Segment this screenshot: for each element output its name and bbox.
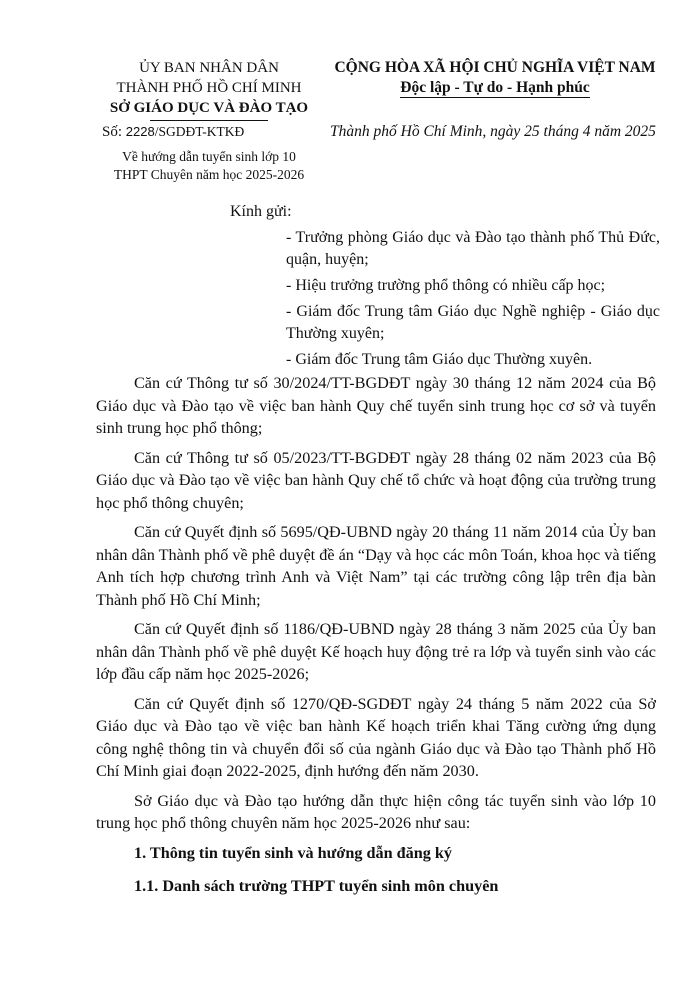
national-motto: Độc lập - Tự do - Hạnh phúc (400, 79, 590, 96)
agency-underline (150, 120, 268, 121)
recipients-block (230, 201, 660, 371)
body-paragraph: Sở Giáo dục và Đào tạo hướng dẫn thực hiện công tác tuyển sinh vào lớp 10 trung học phổ thông chuyên năm học 2025-2026 như sau: (96, 791, 656, 832)
body-paragraph: Căn cứ Quyết định số 1270/QĐ-SGDĐT ngày 24 tháng 5 năm 2022 của Sở Giáo dục và Đào tạo về việc ban hành Kế hoạch triển khai Tăng cường ứng dụng công nghệ thông tin và chuyển đổi số của ngành Giáo dục và Đào tạo Thành phố Hồ Chí Minh giai đoạn 2022-2025, định hướng đến năm 2030. (96, 694, 656, 780)
national-title: CỘNG HÒA XÃ HỘI CHỦ NGHĨA VIỆT NAM (334, 59, 656, 76)
document-number-value: 2228 (125, 124, 155, 139)
subject-line-2: THPT Chuyên năm học 2025-2026 (113, 167, 305, 182)
recipient-item: - Giám đốc Trung tâm Giáo dục Thường xuyên. (286, 351, 593, 368)
agency-line-2: THÀNH PHỐ HỒ CHÍ MINH (116, 80, 302, 96)
section-heading-1: 1. Thông tin tuyển sinh và hướng dẫn đăng ký (134, 843, 452, 862)
document-number (102, 122, 244, 142)
document-subject (96, 148, 322, 184)
document-body (96, 372, 656, 909)
recipients-title: Kính gửi: (230, 203, 292, 220)
recipient-item: - Giám đốc Trung tâm Giáo dục Nghề nghiệp - Giáo dục Thường xuyên; (286, 303, 660, 342)
document-number-prefix: Số: (102, 124, 123, 140)
issuing-agency-header (96, 58, 322, 121)
body-paragraph: Căn cứ Quyết định số 1186/QĐ-UBND ngày 28 tháng 3 năm 2025 của Ủy ban nhân dân Thành phố về phê duyệt Kế hoạch huy động trẻ ra lớp và tuyển sinh vào các lớp đầu cấp năm học 2025-2026; (96, 620, 656, 683)
national-header (322, 58, 668, 98)
body-paragraph: Căn cứ Thông tư số 05/2023/TT-BGDĐT ngày 28 tháng 02 năm 2023 của Bộ Giáo dục và Đào tạo về việc ban hành Quy chế tổ chức và hoạt động của trường trung học phổ thông chuyên; (96, 448, 656, 512)
section-heading-1-1: 1.1. Danh sách trường THPT tuyển sinh môn chuyên (134, 877, 499, 895)
place-and-date: Thành phố Hồ Chí Minh, ngày 25 tháng 4 năm 2025 (330, 123, 656, 140)
agency-line-1: ỦY BAN NHÂN DÂN (139, 60, 279, 76)
recipient-item: - Hiệu trưởng trường phổ thông có nhiều cấp học; (286, 277, 606, 294)
body-paragraph: Căn cứ Quyết định số 5695/QĐ-UBND ngày 20 tháng 11 năm 2014 của Ủy ban nhân dân Thành phố về phê duyệt đề án “Dạy và học các môn Toán, khoa học và tiếng Anh tích hợp chương trình Anh và Việt Nam” tại các trường công lập trên địa bàn Thành phố Hồ Chí Minh; (96, 523, 656, 609)
body-paragraph: Căn cứ Thông tư số 30/2024/TT-BGDĐT ngày 30 tháng 12 năm 2024 của Bộ Giáo dục và Đào tạo về việc ban hành Quy chế tuyển sinh trung học cơ sở và tuyển sinh trung học phổ thông; (96, 374, 656, 437)
national-motto-wrap (322, 78, 668, 98)
agency-line-3: SỞ GIÁO DỤC VÀ ĐÀO TẠO (109, 100, 309, 116)
document-number-code: /SGDĐT-KTKĐ (154, 124, 245, 139)
recipient-item: - Trưởng phòng Giáo dục và Đào tạo thành phố Thủ Đức, quận, huyện; (286, 229, 660, 268)
subject-line-1: Về hướng dẫn tuyển sinh lớp 10 (122, 149, 296, 164)
